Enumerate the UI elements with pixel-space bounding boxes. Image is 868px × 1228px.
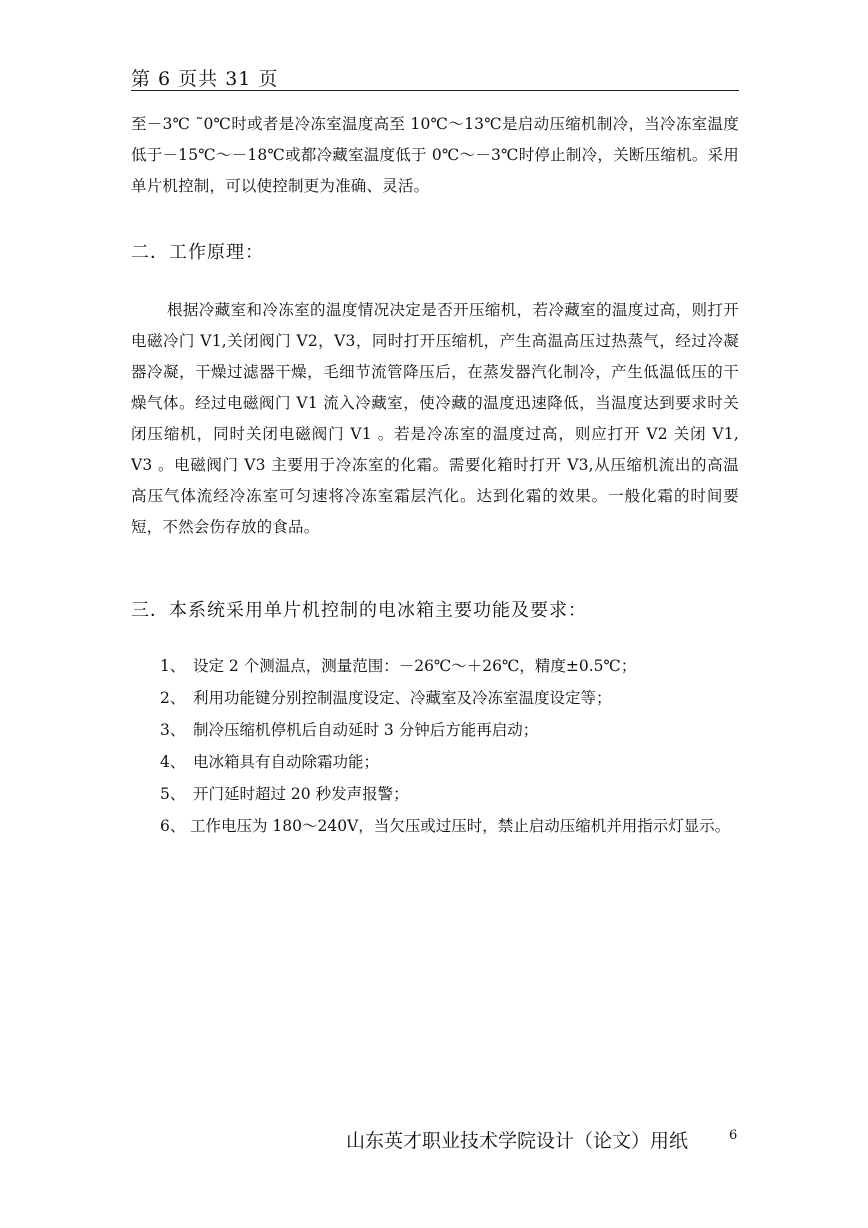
- requirement-number: 1、: [160, 657, 186, 675]
- requirement-number: 2、: [160, 689, 186, 707]
- footer-institution-label: 山东英才职业技术学院设计（论文）用纸: [346, 1130, 689, 1152]
- page-header: [131, 58, 739, 91]
- requirement-text: 利用功能键分别控制温度设定、冷藏室及冷冻室温度设定等；: [193, 689, 612, 707]
- requirement-number: 4、: [160, 753, 186, 771]
- requirement-text: 设定 2 个测温点，测量范围：－26℃～＋26℃，精度±0.5℃；: [193, 657, 637, 675]
- requirement-number: 3、: [160, 721, 186, 739]
- page-count-label: 第 6 页共 31 页: [131, 68, 279, 90]
- requirement-text: 工作电压为 180～240V，当欠压或过压时，禁止启动压缩机并用指示灯显示。: [190, 817, 731, 835]
- intro-paragraph: 至－3℃ ˜0℃时或者是冷冻室温度高至 10℃～13℃是启动压缩机制冷，当冷冻室温度低于－15℃～－18℃或都冷藏室温度低于 0℃～－3℃时停止制冷，关断压缩机。采用单片机控制，可以使控制更为准确、灵活。: [131, 115, 739, 195]
- requirement-item-1: [160, 650, 740, 682]
- requirement-text: 制冷压缩机停机后自动延时 3 分钟后方能再启动；: [193, 721, 539, 739]
- requirement-item-2: [160, 682, 740, 714]
- working-principle-paragraph: 根据冷藏室和冷冻室的温度情况决定是否开压缩机，若冷藏室的温度过高，则打开电磁冷门 V1,关闭阀门 V2，V3，同时打开压缩机，产生高温高压过热蒸气，经过冷凝器冷凝，干燥过滤器干燥，毛细节流管降压后，在蒸发器汽化制冷，产生低温低压的干燥气体。经过电磁阀门 V1 流入冷藏室，使冷藏的温度迅速降低，当温度达到要求时关闭压缩机，同时关闭电磁阀门 V1 。若是冷冻室的温度过高，则应打开 V2 关闭 V1, V3 。电磁阀门 V3 主要用于冷冻室的化霜。需要化箱时打开 V3,从压缩机流出的高温高压气体流经冷冻室可匀速将冷冻室霜层汽化。达到化霜的效果。一般化霜的时间要短，不然会伤存放的食品。: [131, 301, 739, 536]
- requirement-number: 6、: [160, 817, 186, 835]
- requirement-item-5: [160, 778, 740, 810]
- requirement-item-3: [160, 714, 740, 746]
- requirement-item-4: [160, 746, 740, 778]
- functions-heading: 三．本系统采用单片机控制的电冰箱主要功能及要求：: [131, 600, 587, 621]
- requirement-text: 开门延时超过 20 秒发声报警；: [193, 785, 409, 803]
- requirement-number: 5、: [160, 785, 186, 803]
- footer-page-number: 6: [729, 1128, 738, 1143]
- working-principle-heading: 二．工作原理：: [131, 242, 264, 263]
- requirement-item-6: [160, 810, 740, 842]
- requirements-list: [160, 650, 740, 842]
- requirement-text: 电冰箱具有自动除霜功能；: [193, 753, 380, 771]
